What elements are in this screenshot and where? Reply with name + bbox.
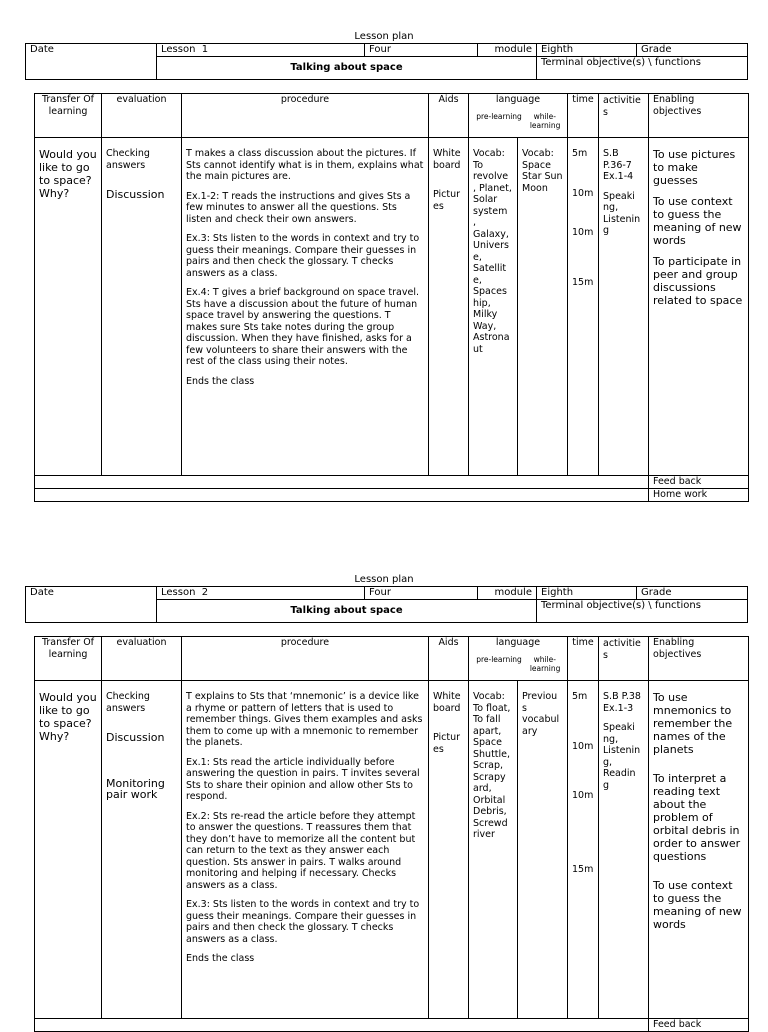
lesson-plan-title: Lesson plan — [354, 574, 414, 585]
header-table — [25, 586, 748, 623]
lesson-word: Four — [365, 587, 478, 600]
objectives-header: Enabling objectives — [649, 94, 749, 138]
procedure-table — [34, 93, 749, 502]
activities-cell: S.B P.36-7 Ex.1-4 Speaki ng, Listenin g — [599, 138, 649, 476]
date-label: Date — [26, 44, 157, 80]
pre-learning-cell: Vocab: To float, To fall apart, Space Shuttle, Scrap, Scrapy ard, Orbital Debris, Screwd river — [469, 681, 518, 1019]
aids-header: Aids — [429, 94, 469, 138]
grade-label: Grade — [637, 44, 748, 57]
grade-label: Grade — [637, 587, 748, 600]
transfer-header: Transfer Of learning — [35, 637, 102, 681]
procedure-header: procedure — [182, 637, 429, 681]
time-header: time — [568, 637, 599, 681]
procedure-cell: T makes a class discussion about the pictures. If Sts cannot identify what is in them, explains what the main pictures are. Ex.1-2: T reads the instructions and gives Sts a few minutes to answer all the questions. Sts listen and check their own answers. Ex.3: Sts listen to the words in context and try to guess their meanings. Compare their guesses in pairs and then check the glossary. T checks answers as a class. Ex.4: T gives a brief background on space travel. Sts have a discussion about the future of human space travel by answering the questions. T makes sure Sts take notes during the group discussion. When they have finished, asks for a few volunteers to share their answers with the rest of the class using their notes. Ends the class — [182, 138, 429, 476]
evaluation-header: evaluation — [102, 94, 182, 138]
module-value: Eighth — [537, 44, 637, 57]
time-header: time — [568, 94, 599, 138]
module-value: Eighth — [537, 587, 637, 600]
objectives-cell: To use mnemonics to remember the names of the planets To interpret a reading text about the problem of orbital debris in order to answer questions To use context to guess the meaning of new words — [649, 681, 749, 1019]
header-table — [25, 43, 748, 80]
activities-cell: S.B P.38 Ex.1-3 Speaki ng, Listenin g, Readin g — [599, 681, 649, 1019]
procedure-cell: T explains to Sts that ‘mnemonic’ is a device like a rhyme or pattern of letters that is used to remember things. Gives them examples and asks them to come up with a mnemonic to remember the planets. Ex.1: Sts read the article individually before answering the question in pairs. T invites several Sts to share their opinion and allow other Sts to respond. Ex.2: Sts re-read the article before they attempt to answer the questions. T reassures them that they don’t have to memorize all the content but can return to the text as they answer each question. Sts answer in pairs. T walks around monitoring and helping if necessary. Checks answers as a class. Ex.3: Sts listen to the words in context and try to guess their meanings. Compare their guesses in pairs and then check the glossary. T checks answers as a class. Ends the class — [182, 681, 429, 1019]
while-learning-cell: Previou s vocabul ary — [518, 681, 568, 1019]
language-header: language pre-learning while-learning — [469, 94, 568, 138]
transfer-header: Transfer Of learning — [35, 94, 102, 138]
lesson-cell: Lesson 2 — [157, 587, 365, 600]
pre-learning-cell: Vocab: To revolve , Planet, Solar system , Galaxy, Univers e, Satellit e, Spaces hip, Milky Way, Astrona ut — [469, 138, 518, 476]
topic-title: Talking about space — [157, 600, 537, 623]
terminal-objectives-label: Terminal objective(s) \ functions — [537, 600, 748, 623]
while-learning-cell: Vocab: Space Star Sun Moon — [518, 138, 568, 476]
evaluation-cell: Checking answers Discussion — [102, 138, 182, 476]
aids-cell: White board Pictur es — [429, 138, 469, 476]
lesson-word: Four — [365, 44, 478, 57]
procedure-header: procedure — [182, 94, 429, 138]
language-header: language pre-learning while-learning — [469, 637, 568, 681]
evaluation-header: evaluation — [102, 637, 182, 681]
module-label: module — [478, 587, 537, 600]
topic-title: Talking about space — [157, 57, 537, 80]
terminal-objectives-label: Terminal objective(s) \ functions — [537, 57, 748, 80]
module-label: module — [478, 44, 537, 57]
time-cell: 5m 10m 10m 15m — [568, 681, 599, 1019]
lesson-cell: Lesson 1 — [157, 44, 365, 57]
feedback-label: Feed back — [649, 1019, 749, 1032]
evaluation-cell: Checking answers Discussion Monitoring pair work — [102, 681, 182, 1019]
activities-header: activitie s — [599, 637, 649, 681]
objectives-header: Enabling objectives — [649, 637, 749, 681]
time-cell: 5m 10m 10m 15m — [568, 138, 599, 476]
aids-cell: White board Pictur es — [429, 681, 469, 1019]
feedback-label: Feed back — [649, 476, 749, 489]
homework-label: Home work — [649, 489, 749, 502]
transfer-cell: Would you like to go to space? Why? — [35, 138, 102, 476]
aids-header: Aids — [429, 637, 469, 681]
lesson-plan-title: Lesson plan — [354, 31, 414, 42]
transfer-cell: Would you like to go to space? Why? — [35, 681, 102, 1019]
objectives-cell: To use pictures to make guesses To use context to guess the meaning of new words To participate in peer and group discussions related to space — [649, 138, 749, 476]
procedure-table — [34, 636, 749, 1032]
date-label: Date — [26, 587, 157, 623]
activities-header: activitie s — [599, 94, 649, 138]
